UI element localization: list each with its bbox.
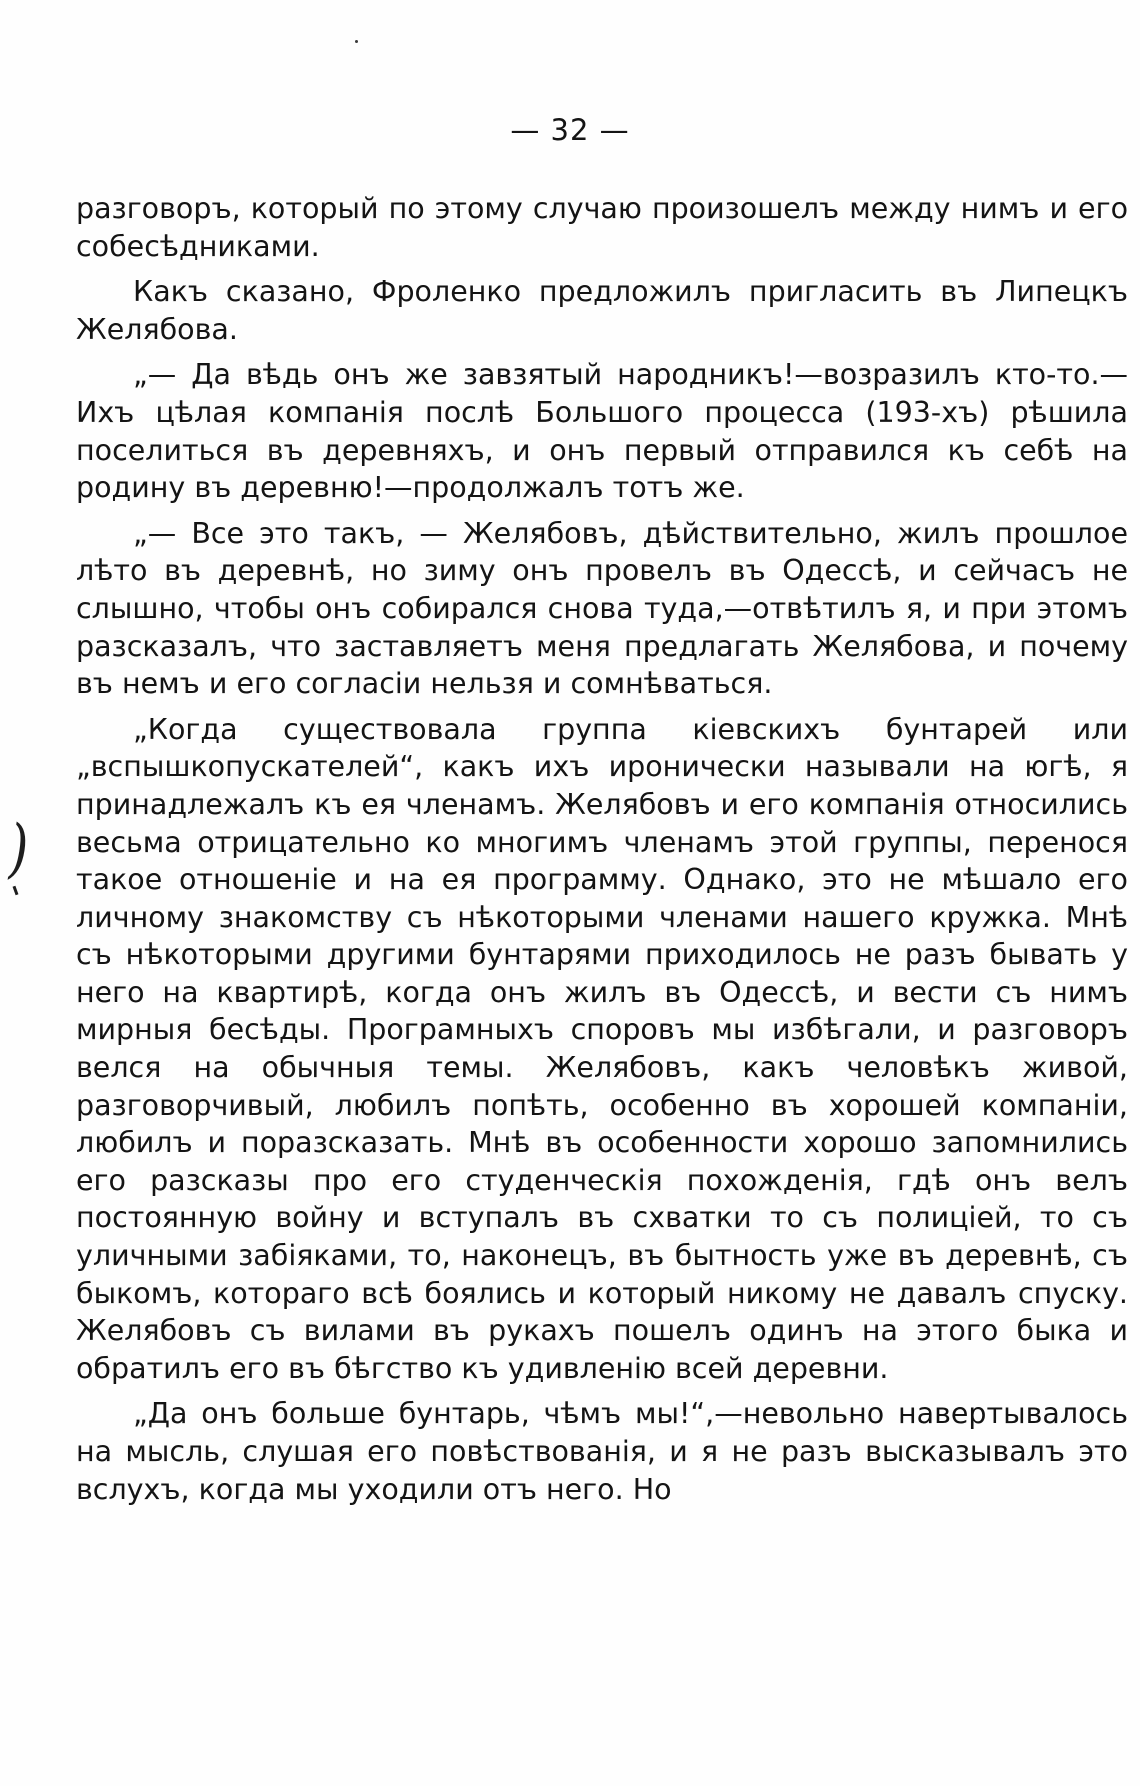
paragraph: „Когда существовала группа кіевскихъ бунтарей или „вспышкопускателей“, какъ ихъ иронически называли на югѣ, я принадлежалъ къ ея членамъ. Желябовъ и его компанія относились весьма отрицательно ко многимъ членамъ этой группы, перенося такое отношеніе и на ея программу. Однако, это не мѣшало его личному знакомству съ нѣкоторыми членами нашего кружка. Мнѣ съ нѣкоторыми другими бунтарями приходилось не разъ бывать у него на квартирѣ, когда онъ жилъ въ Одессѣ, и вести съ нимъ мирныя бесѣды. Програмныхъ споровъ мы избѣгали, и разговоръ велся на обычныя темы. Желябовъ, какъ человѣкъ живой, разговорчивый, любилъ попѣть, особенно въ хорошей компаніи, любилъ и поразсказать. Мнѣ въ особенности хорошо запомнились его разсказы про его студенческія похожденія, гдѣ онъ велъ постоянную войну и вступалъ въ схватки то съ полиціей, то съ уличными забіяками, то, наконецъ, въ бытность уже въ деревнѣ, съ быкомъ, котораго всѣ боялись и который никому не давалъ спуску. Желябовъ съ вилами въ рукахъ пошелъ одинъ на этого быка и обратилъ его въ бѣгство къ удивленію всей деревни. [76, 712, 1128, 1385]
paragraph: Какъ сказано, Фроленко предложилъ пригласить въ Липецкъ Желябова. [76, 275, 1128, 346]
margin-pencil-mark: ) [8, 812, 29, 886]
body-text [76, 190, 1128, 1516]
paragraph-continuation: разговоръ, который по этому случаю произошелъ между нимъ и его собесѣдниками. [76, 192, 1128, 263]
ink-speck [355, 40, 358, 43]
page-number: — 32 — [510, 113, 630, 147]
paragraph: „— Все это такъ, — Желябовъ, дѣйствительно, жилъ прошлое лѣто въ деревнѣ, но зиму онъ провелъ въ Одессѣ, и сейчасъ не слышно, чтобы онъ собирался снова туда,—отвѣтилъ я, и при этомъ разсказалъ, что заставляетъ меня предлагать Желябова, и почему въ немъ и его согласіи нельзя и сомнѣваться. [76, 516, 1128, 701]
paragraph: „— Да вѣдь онъ же завзятый народникъ!—возразилъ кто-то.—Ихъ цѣлая компанія послѣ Большого процесса (193-хъ) рѣшила поселиться въ деревняхъ, и онъ первый отправился къ себѣ на родину въ деревню!—продолжалъ тотъ же. [76, 358, 1128, 505]
paragraph: „Да онъ больше бунтарь, чѣмъ мы!“,—невольно навертывалось на мысль, слушая его повѣствованія, и я не разъ высказывалъ это вслухъ, когда мы уходили отъ него. Но [76, 1397, 1128, 1506]
margin-tick-mark [13, 886, 19, 895]
